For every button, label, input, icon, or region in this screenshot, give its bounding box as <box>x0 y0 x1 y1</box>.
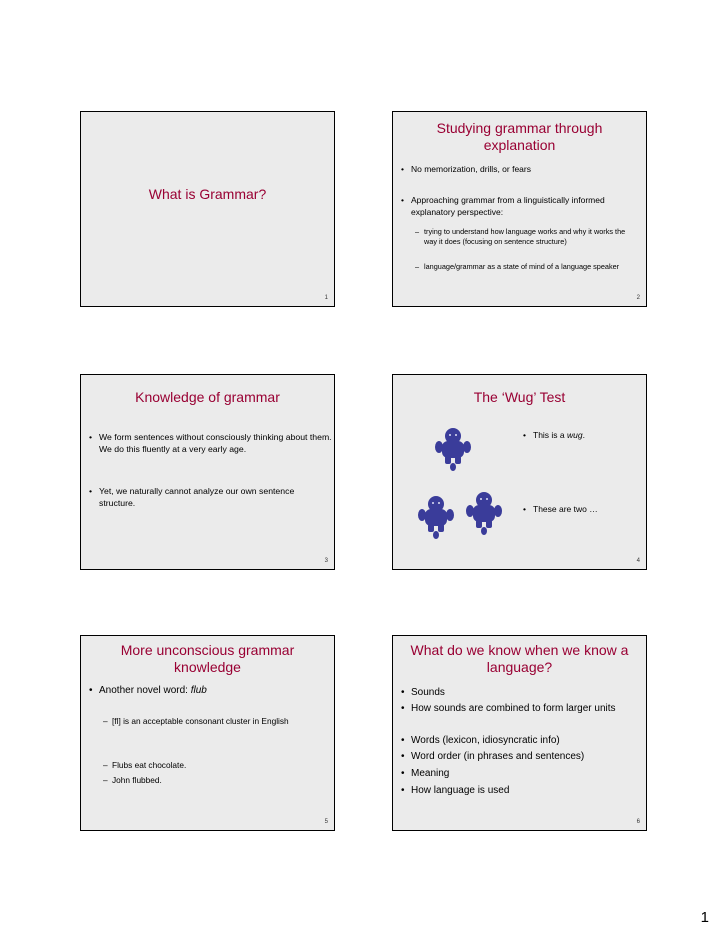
slide-number: 5 <box>324 819 328 825</box>
slide-title: What is Grammar? <box>148 186 267 202</box>
slide-title: What do we know when we know a language? <box>410 642 629 675</box>
bullet-item: • Yet, we naturally cannot analyze our own sentence structure. <box>89 486 295 508</box>
page-number: 1 <box>700 909 709 926</box>
sub-item: – trying to understand how language works and why it works the way it does (focusing on sentence structure) <box>415 227 626 246</box>
bullet-item: • This is a wug. <box>523 430 585 440</box>
slide-number: 4 <box>636 558 640 564</box>
wug-creature-icon <box>466 491 502 535</box>
slide-number: 6 <box>636 819 640 825</box>
slide-4 <box>392 374 647 570</box>
slide-1 <box>80 111 335 307</box>
slide-number: 1 <box>324 295 328 301</box>
sub-item: – Flubs eat chocolate. <box>103 760 187 770</box>
bullet-item: • These are two … <box>523 504 598 514</box>
sub-item: – [fl] is an acceptable consonant cluster in English <box>103 716 289 726</box>
slide-number: 3 <box>324 558 328 564</box>
slide-number: 2 <box>636 295 640 301</box>
bullet-item: • How sounds are combined to form larger units <box>401 703 616 714</box>
bullet-item: • How language is used <box>401 785 510 796</box>
bullet-item: • No memorization, drills, or fears <box>401 164 531 174</box>
bullet-item: • Sounds <box>401 687 445 698</box>
slide-3 <box>80 374 335 570</box>
bullet-item: • We form sentences without consciously thinking about them. We do this fluently at a very early age. <box>89 432 332 454</box>
slide-6 <box>392 635 647 831</box>
wug-creature-icon <box>435 427 471 471</box>
slide-title: Knowledge of grammar <box>135 389 280 405</box>
slide-title: More unconscious grammar knowledge <box>120 642 295 675</box>
sub-item: – language/grammar as a state of mind of a language speaker <box>415 262 620 271</box>
sub-item: – John flubbed. <box>103 775 162 785</box>
slide-5 <box>80 635 335 831</box>
slide-title: Studying grammar through explanation <box>436 120 603 153</box>
bullet-item: • Approaching grammar from a linguistically informed explanatory perspective: <box>401 195 605 217</box>
wug-creature-icon <box>418 495 454 539</box>
slide-title: The ‘Wug’ Test <box>473 389 566 405</box>
slide-2 <box>392 111 647 307</box>
bullet-item: • Word order (in phrases and sentences) <box>401 751 585 762</box>
bullet-item: • Meaning <box>401 768 450 779</box>
bullet-item: • Another novel word: flub <box>89 685 207 696</box>
bullet-item: • Words (lexicon, idiosyncratic info) <box>401 735 560 746</box>
